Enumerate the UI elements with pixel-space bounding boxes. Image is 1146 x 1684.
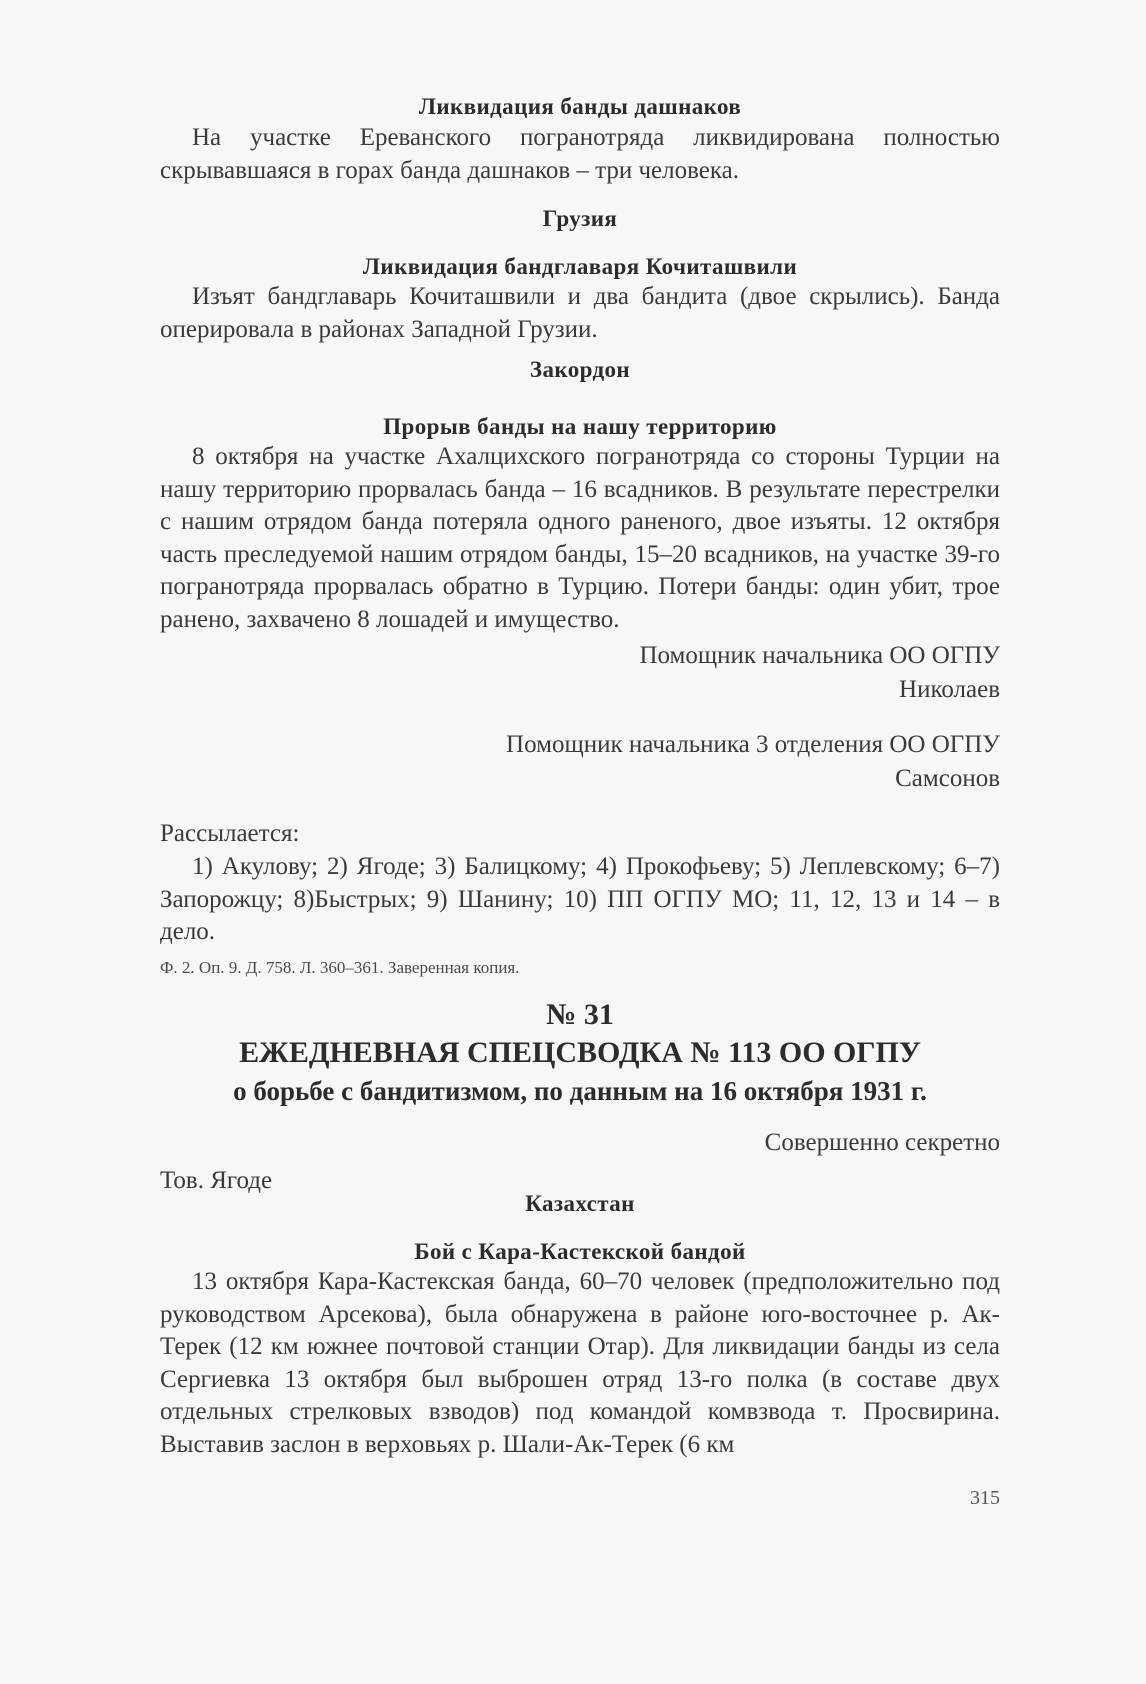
document-subtitle: о борьбе с бандитизмом, по данным на 16 октября 1931 г.	[233, 1076, 927, 1106]
paragraph-breakthrough: 8 октября на участке Ахалцихского погранотряда со стороны Турции на нашу территорию прорвалась банда – 16 всадников. В результате перестрелки с нашим отрядом банда потеряла одного раненого, двое изъяты. 12 октября часть преследуемой нашим отрядом банды, 15–20 всадников, на участке 39-го погранотряда прорвалась обратно в Турцию. Потери банды: один убит, трое ранено, захвачено 8 лошадей и имущество.	[160, 443, 1000, 633]
document-number: № 31	[546, 998, 614, 1031]
section-heading-dashnak: Ликвидация банды дашнаков	[418, 94, 742, 119]
section-heading-abroad: Закордон	[529, 357, 631, 382]
paragraph-dashnak-text: На участке Ереванского погранотряда ликвидирована полностью скрывавшаяся в горах банда дашнаков – три человека.	[160, 124, 1000, 184]
distribution-label: Рассылается:	[160, 820, 300, 847]
paragraph-dashnak	[160, 122, 1000, 187]
classification-stamp: Совершенно секретно	[764, 1129, 1000, 1156]
paragraph-kochitashvili: Изъят бандглаварь Кочиташвили и два бандита (двое скрылись). Банда оперировала в районах Западной Грузии.	[160, 283, 1000, 343]
signature-title-2: Помощник начальника 3 отделения ОО ОГПУ	[506, 731, 1000, 758]
section-heading-battle: Бой с Кара-Кастекской бандой	[414, 1239, 746, 1264]
addressee: Тов. Ягоде	[160, 1167, 273, 1194]
signature-name-1: Николаев	[899, 676, 1000, 703]
signature-title-1: Помощник начальника ОО ОГПУ	[639, 642, 1000, 669]
distribution-list: 1) Акулову; 2) Ягоде; 3) Балицкому; 4) Прокофьеву; 5) Леплевскому; 6–7) Запорожцу; 8)Быстрых; 9) Шанину; 10) ПП ОГПУ МО; 11, 12, 13 и 14 – в дело.	[160, 853, 1000, 945]
paragraph-battle: 13 октября Кара-Кастекская банда, 60–70 человек (предположительно под руководством Арсекова), была обнаружена в районе юго-восточнее р. Ак-Терек (12 км южнее почтовой станции Отар). Для ликвидации банды из села Сергиевка 13 октября был выброшен отряд 13-го полка (в составе двух отдельных стрелковых взводов) под командой комвзвода т. Просвирина. Выставив заслон в верховьях р. Шали-Ак-Терек (6 км	[160, 1268, 1000, 1458]
signature-name-2: Самсонов	[895, 765, 1000, 792]
section-heading-georgia: Грузия	[542, 206, 618, 231]
document-title: ЕЖЕДНЕВНАЯ СПЕЦСВОДКА № 113 ОО ОГПУ	[239, 1036, 921, 1069]
section-heading-kazakhstan: Казахстан	[525, 1191, 635, 1216]
page-number: 315	[970, 1487, 1000, 1509]
source-note: Ф. 2. Оп. 9. Д. 758. Л. 360–361. Заверенная копия.	[160, 958, 520, 977]
section-heading-kochitashvili: Ликвидация бандглаваря Кочиташвили	[362, 254, 798, 279]
section-heading-breakthrough: Прорыв банды на нашу территорию	[383, 414, 777, 439]
